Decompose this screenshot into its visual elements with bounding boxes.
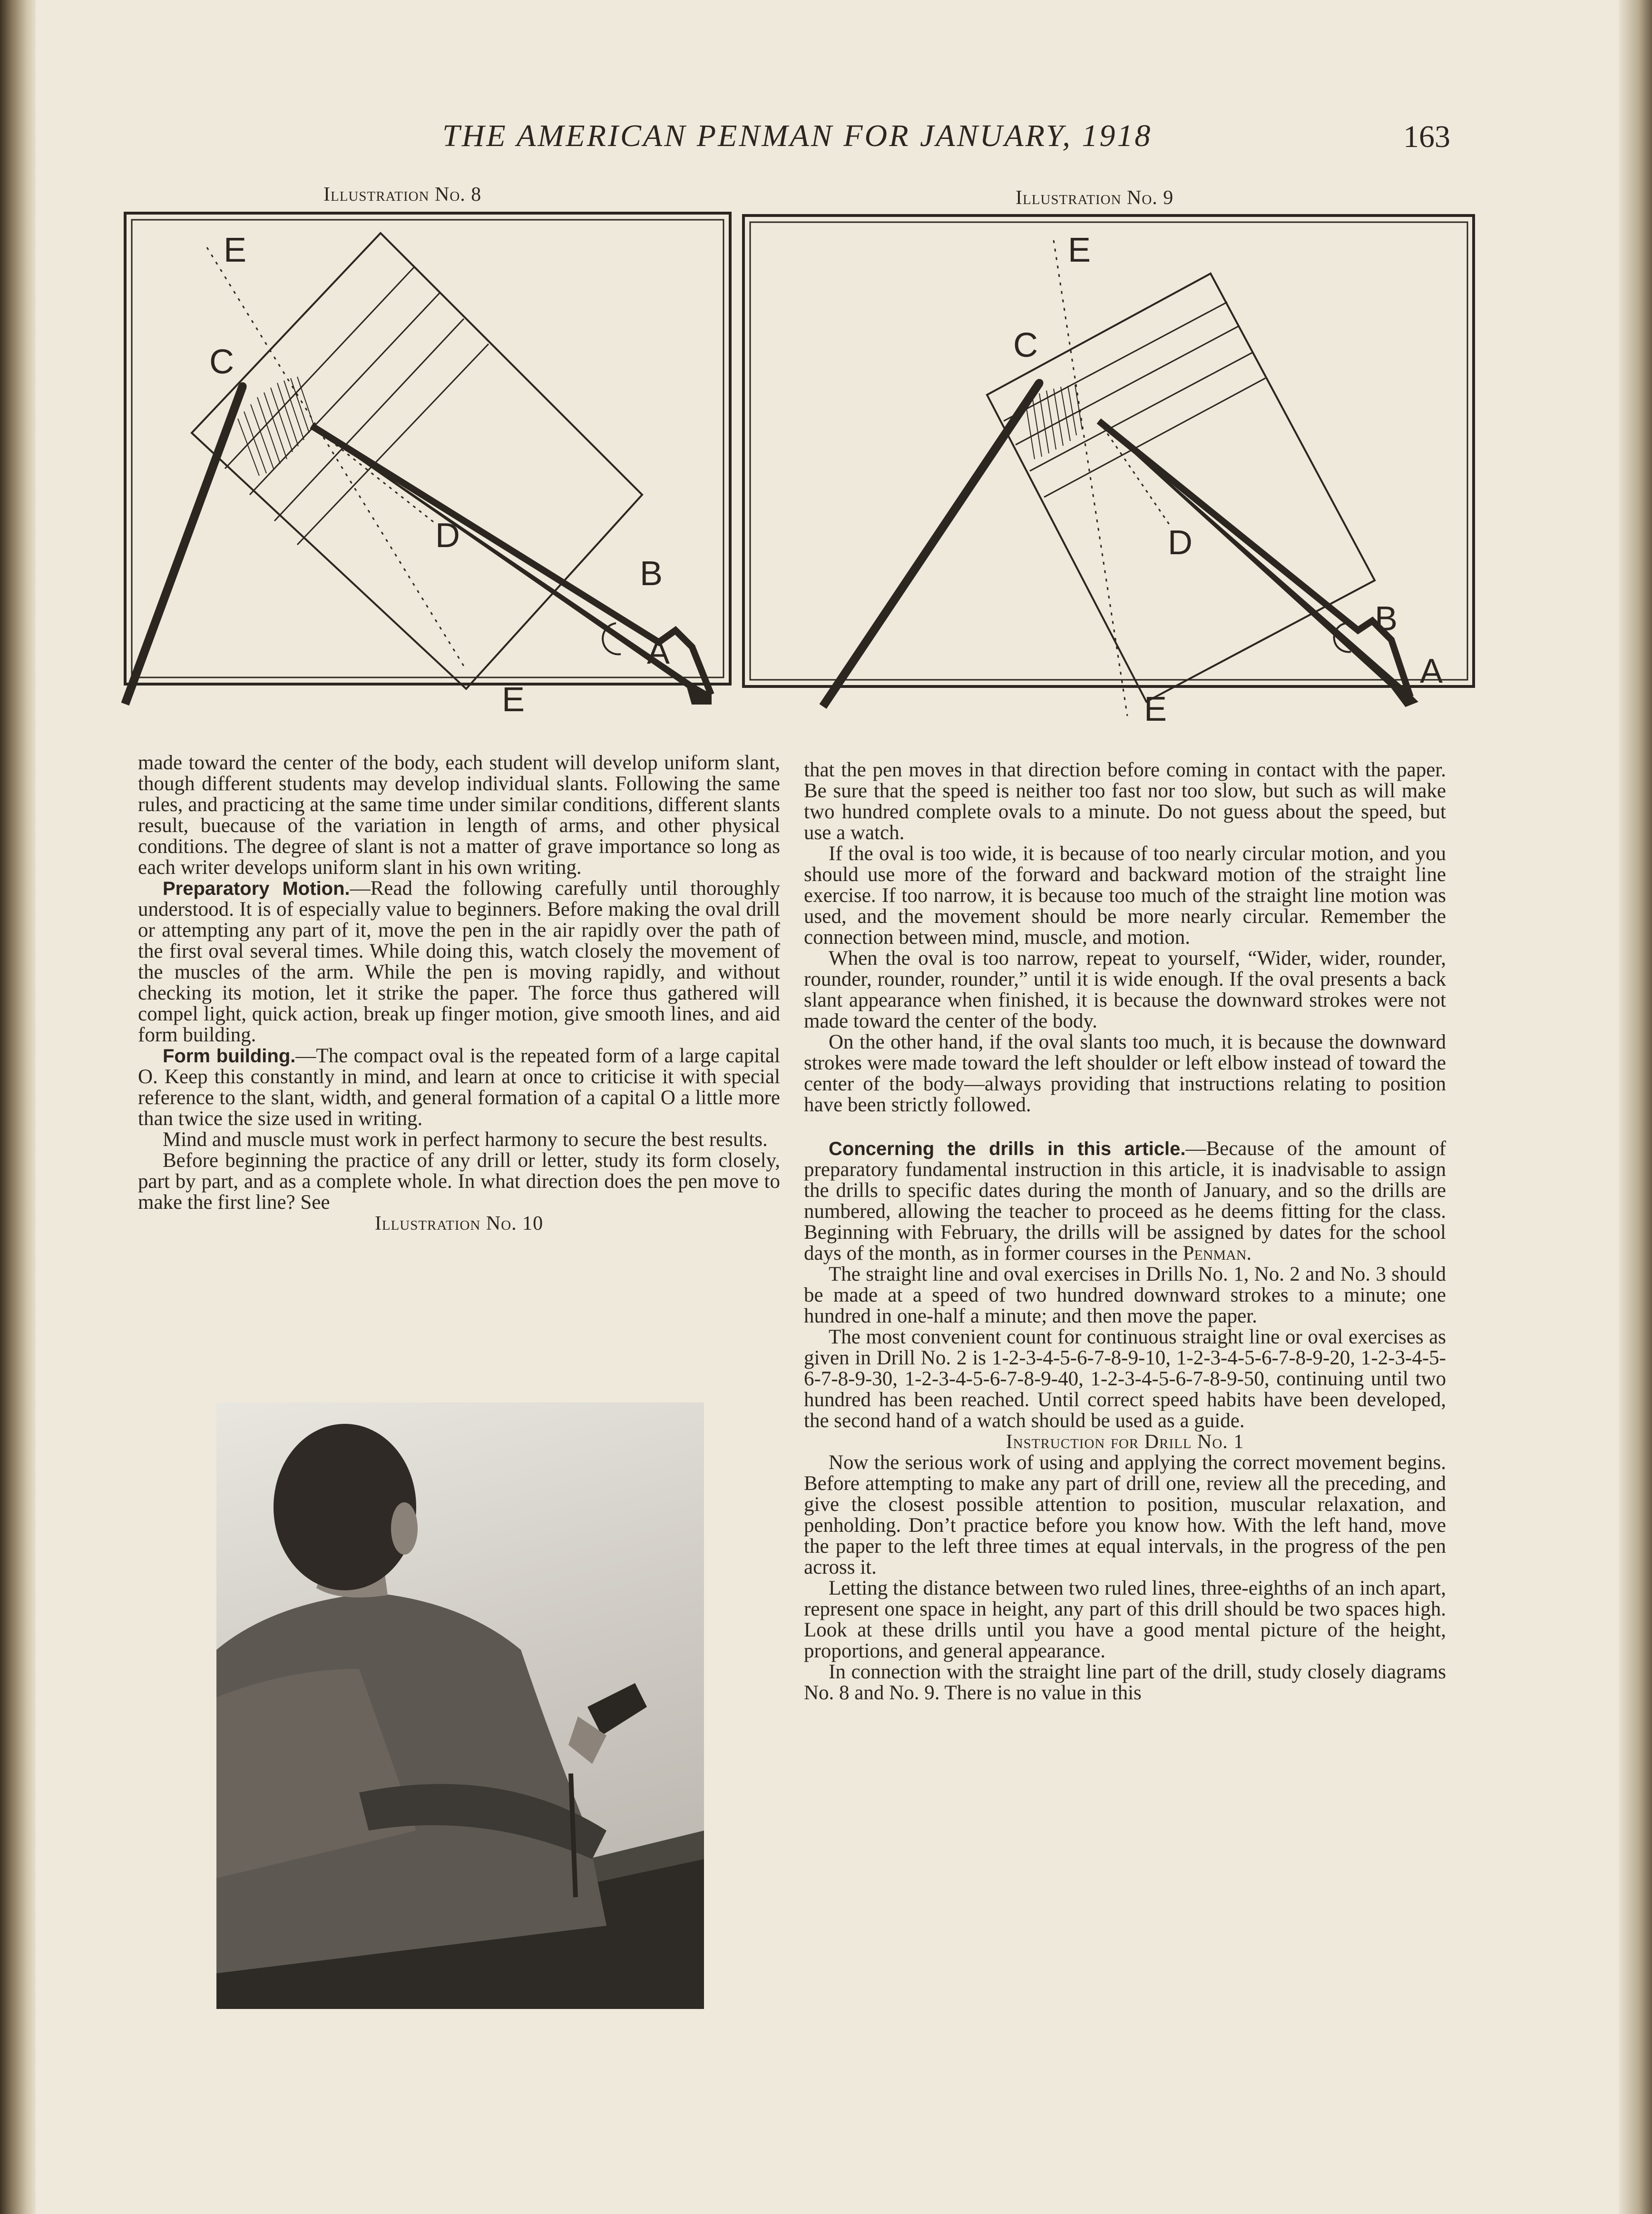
page-edge-shadow (1619, 0, 1652, 2214)
fig8-label-b: B (640, 555, 663, 593)
fig8-label-a: A (647, 633, 670, 671)
right-para-5: Concerning the drills in this article.—Because of the amount of preparatory fundamental instruction in this article, it is inadvisable to assign the drills to specific dates during the month of January, and so the drills are numbered, allowing the teacher to proceed as he deems fitting for the class. Beginning with February, the drills will be assigned by dates for the school days of the month, as in former courses in the Penman. (804, 1137, 1446, 1264)
fig8-label-e-top: E (224, 231, 247, 269)
illustration-9-caption: Illustration No. 9 (1016, 187, 1174, 209)
left-para-4: Mind and muscle must work in perfect harmony to secure the best results. (163, 1128, 768, 1151)
fig9-label-c: C (1013, 326, 1038, 364)
running-title: THE AMERICAN PENMAN FOR JANUARY, 1918 (442, 118, 1153, 153)
fig8-label-d: D (435, 517, 460, 555)
right-para-6: The straight line and oval exercises in Drills No. 1, No. 2 and No. 3 should be made at a speed of two hundred downward strokes to a minute; one hundred in one-half a minute; and then move the paper. (804, 1263, 1446, 1327)
form-building-heading: Form building. (163, 1046, 296, 1067)
illustration-8-diagram (121, 209, 735, 714)
illustration-9-diagram (740, 212, 1482, 725)
preparatory-motion-heading: Preparatory Motion. (163, 878, 350, 899)
concerning-drills-heading: Concerning the drills in this article. (829, 1138, 1186, 1159)
left-para-2: Preparatory Motion.—Read the following carefully until thoroughly understood. It is of especially value to beginners. Before making the oval drill or attempting any part of it, move the pen in the air rapidly over the path of the first oval several times. While doing this, watch closely the movement of the muscles of the arm. While the pen is moving rapidly, and without checking its motion, let it strike the paper. The force thus gathered will compel light, quick action, break up finger motion, give smooth lines, and aid form building. (138, 877, 780, 1046)
fig9-label-a: A (1420, 652, 1443, 690)
illustration-8-caption: Illustration No. 8 (323, 184, 482, 206)
left-para-3: Form building.—The compact oval is the repeated form of a large capital O. Keep this constantly in mind, and learn at once to criticise it with special reference to the slant, width, and general formation of a capital O a little more than twice the size used in writing. (138, 1045, 780, 1130)
instruction-drill-1-heading: Instruction for Drill No. 1 (1006, 1431, 1244, 1453)
right-para-9: Letting the distance between two ruled lines, three-eighths of an inch apart, represent one space in height, any part of this drill should be two spaces high. Look at these drills until you have a good mental picture of the height, proportions, and general appearance. (804, 1577, 1446, 1662)
writer-photo-drawing (216, 1402, 704, 2009)
illustration-10-photo (216, 1402, 704, 2009)
page-number: 163 (1403, 119, 1450, 154)
right-column-text (804, 760, 1446, 1704)
right-para-8: Now the serious work of using and applying the correct movement begins. Before attempting to make any part of drill one, review all the preceding, and give the closest possible attention to position, muscular relaxation, and penholding. Don’t practice before you know how. With the left hand, move the paper to the left three times at equal intervals, in the progress of the pen across it. (804, 1451, 1446, 1578)
left-para-1: made toward the center of the body, each student will develop uniform slant, though different students may develop individual slants. Following the same rules, and practicing at the same time under similar conditions, different slants result, buecause of the variation in length of arms, and other physical conditions. The degree of slant is not a matter of grave importance so long as each writer develops uniform slant in his own writing. (138, 752, 780, 879)
fig8-label-c: C (209, 343, 234, 381)
fig8-label-e-bottom: E (502, 681, 525, 714)
right-para-1: that the pen moves in that direction before coming in contact with the paper. Be sure that the speed is neither too fast nor too slow, but such as will make two hundred complete ovals to a minute. Do not guess about the speed, but use a watch. (804, 759, 1446, 844)
fig9-label-d: D (1168, 524, 1193, 562)
fig9-label-e-bottom: E (1144, 690, 1167, 725)
left-para-5: Before beginning the practice of any drill or letter, study its form closely, part by part, and as a complete whole. In what direction does the pen move to make the first line? See (138, 1149, 780, 1214)
right-para-10: In connection with the straight line part of the drill, study closely diagrams No. 8 and No. 9. There is no value in this (804, 1661, 1446, 1704)
right-para-7: The most convenient count for continuous straight line or oval exercises as given in Drill No. 2 is 1-2-3-4-5-6-7-8-9-10, 1-2-3-4-5-6-7-8-9-20, 1-2-3-4-5-6-7-8-9-30, 1-2-3-4-5-6-7-8-9-40, 1-2-3-4-5-6-7-8-9-50, continuing until two hundred has been reached. Until correct speed habits have been developed, the second hand of a watch should be used as a guide. (804, 1326, 1446, 1432)
fig9-label-e-top: E (1068, 231, 1091, 269)
right-para-2: If the oval is too wide, it is because of too nearly circular motion, and you should use more of the forward and backward motion of the straight line exercise. If too narrow, it is because too much of the straight line motion was used, and the movement should be more nearly circular. Remember the connection between mind, muscle, and motion. (804, 842, 1446, 949)
fig9-label-b: B (1375, 600, 1398, 638)
illustration-10-caption: Illustration No. 10 (374, 1213, 544, 1234)
right-para-3: When the oval is too narrow, repeat to yourself, “Wider, wider, rounder, rounder, rounder, rounder,” until it is wide enough. If the oval presents a back slant appearance when finished, it is because the downward strokes were not made toward the center of the body. (804, 947, 1446, 1032)
left-column-text (138, 753, 780, 1234)
right-para-4: On the other hand, if the oval slants too much, it is because the downward strokes were made toward the left shoulder or left elbow instead of toward the center of the body—always providing that instructions relating to position have been strictly followed. (804, 1031, 1446, 1116)
book-binding-shadow (0, 0, 36, 2214)
